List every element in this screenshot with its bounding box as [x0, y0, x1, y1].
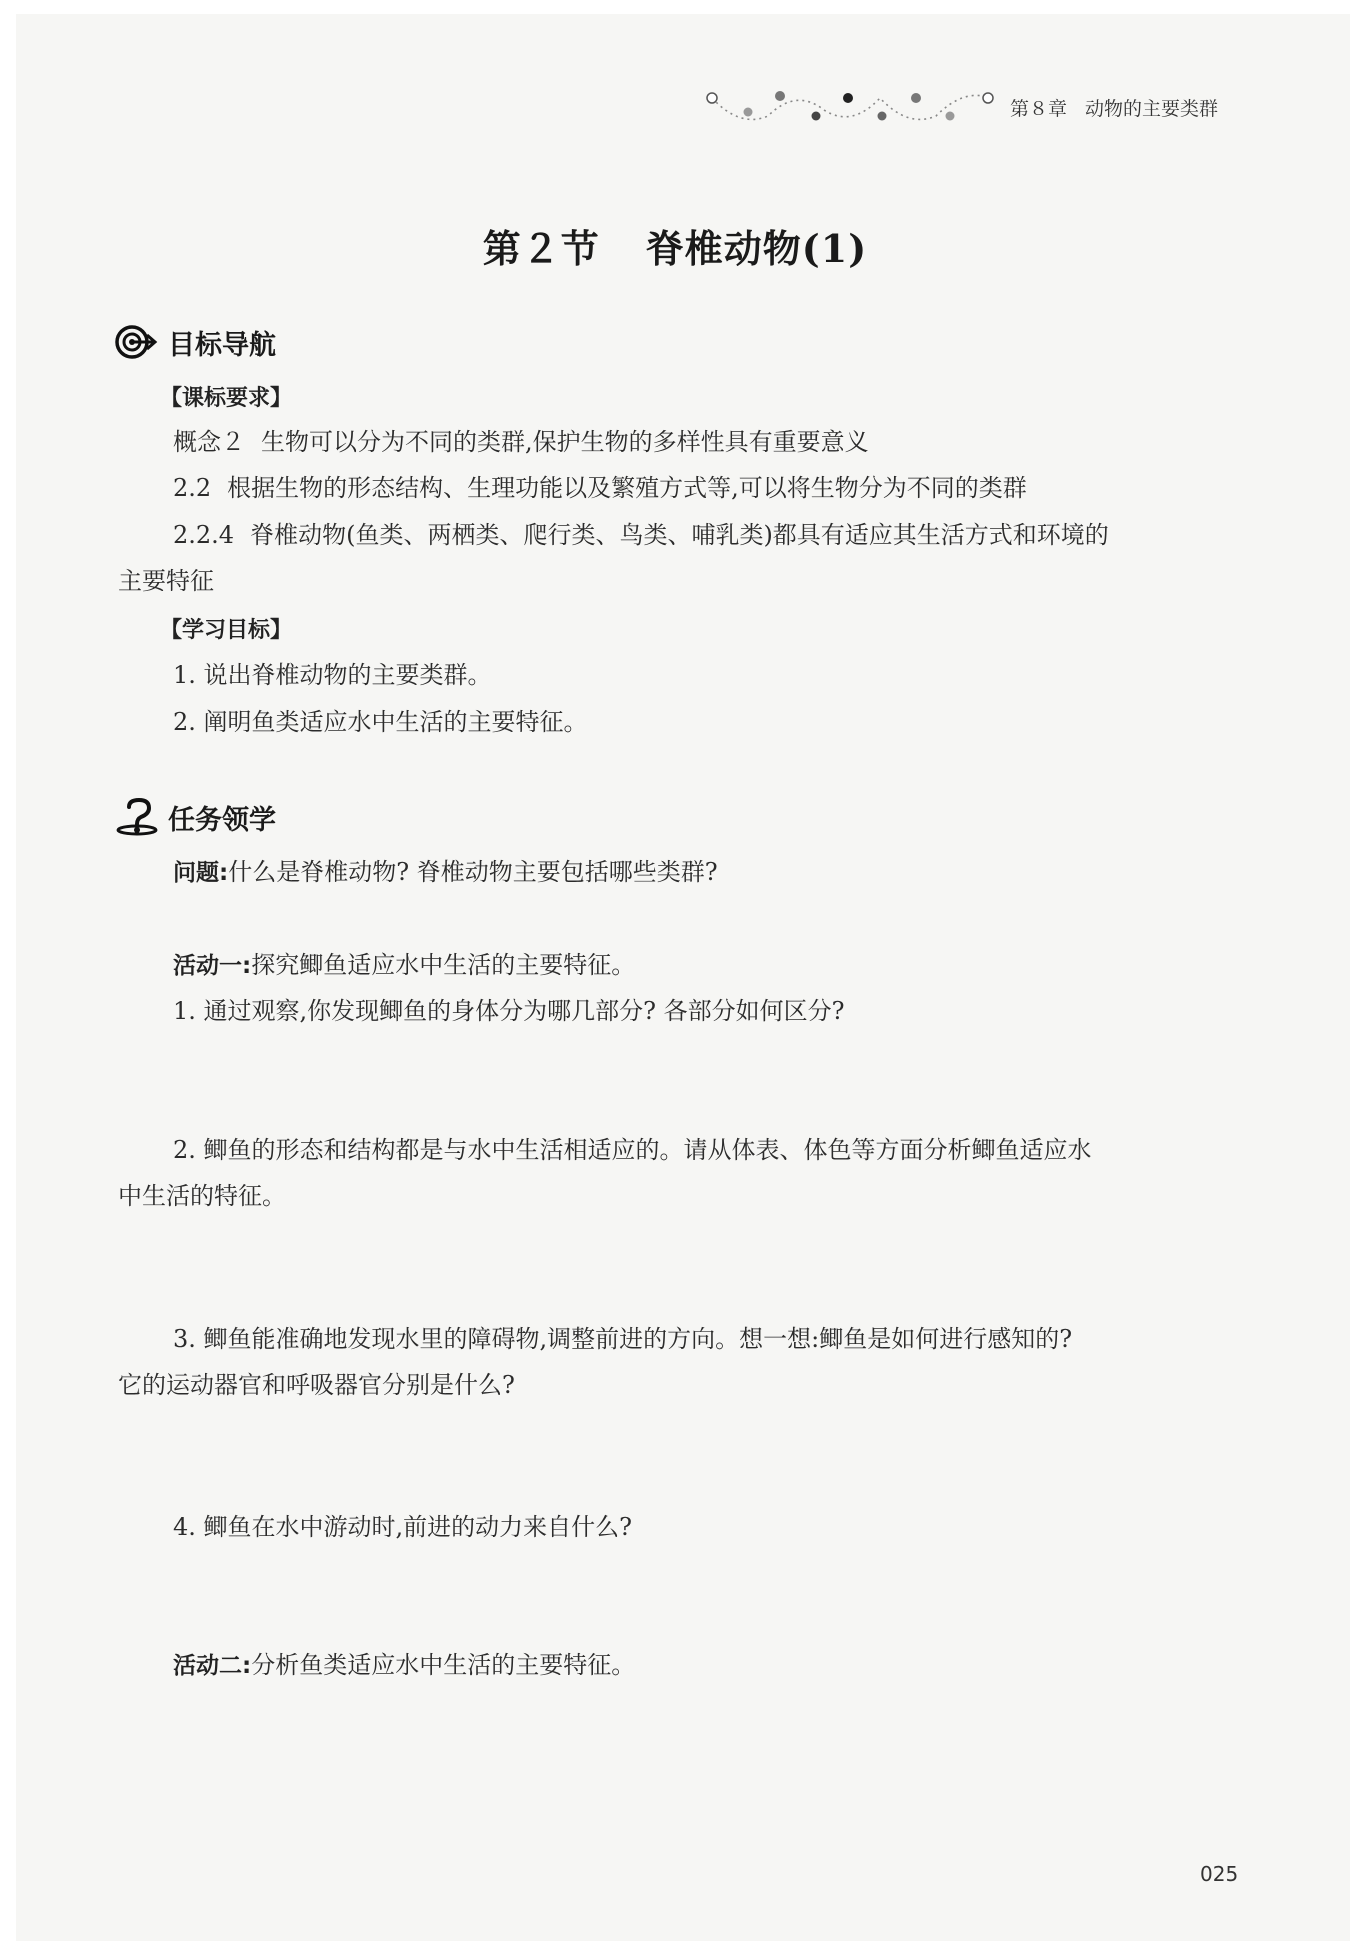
task-title: 任务领学	[168, 804, 276, 836]
activity-question-continuation: 中生活的特征。	[118, 1182, 286, 1210]
question-text: 什么是脊椎动物? 脊椎动物主要包括哪些类群?	[228, 858, 718, 886]
curriculum-text: 生物可以分为不同的类群,保护生物的多样性具有重要意义	[261, 428, 869, 456]
chapter-title: 动物的主要类群	[1085, 98, 1219, 120]
activity-one-text: 探究鲫鱼适应水中生活的主要特征。	[251, 951, 636, 979]
curriculum-text: 脊椎动物(鱼类、两栖类、爬行类、鸟类、哺乳类)都具有适应其生活方式和环境的	[250, 521, 1109, 549]
question-mark-icon	[114, 797, 160, 837]
curriculum-heading: 【课标要求】	[160, 386, 293, 411]
section-name: 脊椎动物(1)	[645, 226, 868, 271]
activity-question: 2. 鲫鱼的形态和结构都是与水中生活相适应的。请从体表、体色等方面分析鲫鱼适应水	[173, 1136, 1092, 1164]
activity-one-line	[173, 942, 1243, 989]
curriculum-item	[173, 512, 1243, 558]
activity-two-line	[173, 1642, 1243, 1689]
curriculum-num: 2.2.4	[173, 521, 235, 549]
curriculum-num: 概念２	[173, 428, 245, 456]
chapter-label	[1010, 94, 1260, 121]
question-label: 问题:	[173, 860, 229, 886]
section-number: 第２节	[482, 226, 600, 271]
objectives-heading: 【学习目标】	[160, 618, 293, 643]
target-arrow-icon	[114, 322, 160, 362]
page-number: 025	[1200, 1862, 1239, 1886]
objective-item: 1. 说出脊椎动物的主要类群。	[173, 661, 492, 689]
activity-two-text: 分析鱼类适应水中生活的主要特征。	[251, 1651, 636, 1679]
activity-question: 1. 通过观察,你发现鲫鱼的身体分为哪几部分? 各部分如何区分?	[173, 997, 845, 1025]
dotted-wave-ornament-icon	[700, 88, 1000, 128]
page-title	[0, 218, 1350, 273]
task-heading	[114, 797, 276, 837]
curriculum-item	[173, 419, 1243, 465]
curriculum-num: 2.2	[173, 474, 212, 502]
running-header	[700, 88, 1260, 128]
goal-nav-heading	[114, 322, 276, 362]
chapter-number: 第８章	[1010, 98, 1068, 120]
activity-two-label: 活动二:	[173, 1653, 252, 1679]
curriculum-item	[173, 465, 1243, 511]
question-line	[173, 849, 1243, 896]
activity-question: 4. 鲫鱼在水中游动时,前进的动力来自什么?	[173, 1513, 633, 1541]
activity-question: 3. 鲫鱼能准确地发现水里的障碍物,调整前进的方向。想一想:鲫鱼是如何进行感知的?	[173, 1325, 1073, 1353]
activity-question-continuation: 它的运动器官和呼吸器官分别是什么?	[118, 1371, 515, 1399]
goal-nav-title: 目标导航	[168, 329, 276, 361]
objective-item: 2. 阐明鱼类适应水中生活的主要特征。	[173, 708, 588, 736]
activity-one-label: 活动一:	[173, 953, 252, 979]
curriculum-item-continuation: 主要特征	[118, 567, 214, 595]
curriculum-text: 根据生物的形态结构、生理功能以及繁殖方式等,可以将生物分为不同的类群	[227, 474, 1027, 502]
